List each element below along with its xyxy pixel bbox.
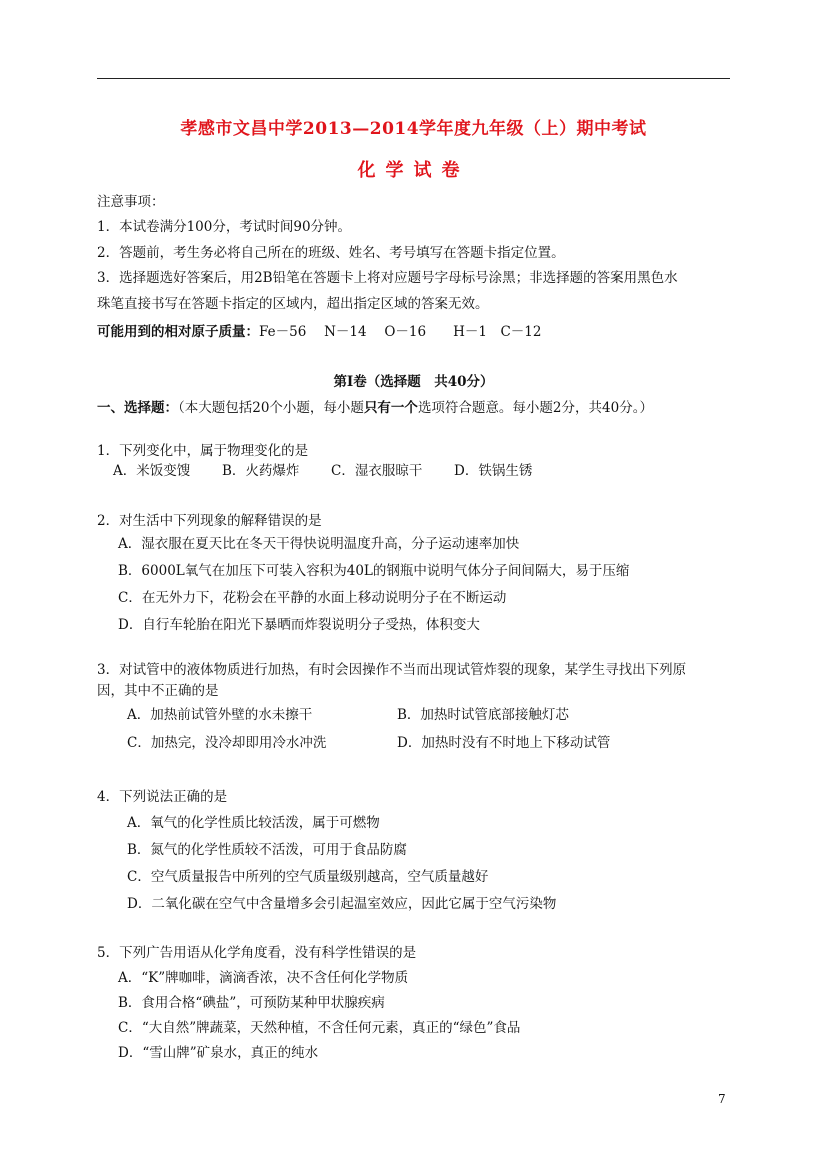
note-item: 2．答题前，考生务必将自己所在的班级、姓名、考号填写在答题卡指定位置。 bbox=[97, 245, 565, 261]
atomic-mass-line bbox=[97, 323, 542, 341]
note-item: 1．本试卷满分100分，考试时间90分钟。 bbox=[97, 219, 352, 235]
question-option: A．米饭变馊 bbox=[113, 463, 191, 479]
atomic-mass-label: 可能用到的相对原子质量： bbox=[97, 324, 259, 340]
question-option: C．在无外力下，花粉会在平静的水面上移动说明分子在不断运动 bbox=[118, 590, 507, 606]
atomic-mass-values: Fe－56 N－14 O－16 H－1 C－12 bbox=[259, 324, 542, 340]
subject-title: 化学试卷 bbox=[357, 160, 470, 181]
question-option: A．氧气的化学性质比较活泼，属于可燃物 bbox=[127, 815, 380, 831]
instruction-text: 选项符合题意。每小题2分，共40分。） bbox=[417, 400, 653, 416]
question-option: B．加热时试管底部接触灯芯 bbox=[397, 707, 569, 723]
header-rule bbox=[97, 78, 730, 79]
question-option: B．食用合格“碘盐”，可预防某种甲状腺疾病 bbox=[118, 995, 385, 1011]
question-option: A．“K”牌咖啡，滴滴香浓，决不含任何化学物质 bbox=[118, 970, 409, 986]
notes-heading: 注意事项： bbox=[97, 194, 165, 210]
question-stem: 4．下列说法正确的是 bbox=[97, 789, 228, 805]
instruction-emphasis: 只有一个 bbox=[363, 400, 418, 416]
question-option: C．加热完，没冷却即用冷水冲洗 bbox=[127, 735, 327, 751]
exam-title: 孝感市文昌中学2013—2014学年度九年级（上）期中考试 bbox=[180, 119, 647, 139]
note-item: 珠笔直接书写在答题卡指定的区域内，超出指定区域的答案无效。 bbox=[97, 296, 489, 312]
question-option: D．加热时没有不时地上下移动试管 bbox=[397, 735, 611, 751]
question-option: B．火药爆炸 bbox=[222, 463, 300, 479]
page-number: 7 bbox=[718, 1092, 726, 1106]
instruction-label: 一、选择题： bbox=[97, 400, 178, 416]
question-option: A．加热前试管外壁的水未擦干 bbox=[127, 707, 313, 723]
question-option: A．湿衣服在夏天比在冬天干得快说明温度升高，分子运动速率加快 bbox=[118, 536, 520, 552]
note-item: 3．选择题选好答案后，用2B铅笔在答题卡上将对应题号字母标号涂黑；非选择题的答案用黑色水 bbox=[97, 270, 678, 286]
section-instruction bbox=[97, 399, 653, 417]
question-option: B．氮气的化学性质较不活泼，可用于食品防腐 bbox=[127, 842, 407, 858]
question-option: C．“大自然”牌蔬菜，天然种植，不含任何元素，真正的“绿色”食品 bbox=[118, 1020, 521, 1036]
question-stem: 2．对生活中下列现象的解释错误的是 bbox=[97, 513, 322, 529]
question-stem: 3．对试管中的液体物质进行加热，有时会因操作不当而出现试管炸裂的现象，某学生寻找出下列原 bbox=[97, 662, 687, 678]
question-option: D．“雪山牌”矿泉水，真正的纯水 bbox=[118, 1045, 319, 1061]
question-option: D．二氧化碳在空气中含量增多会引起温室效应，因此它属于空气污染物 bbox=[127, 896, 557, 912]
question-option: D．铁锅生锈 bbox=[454, 463, 533, 479]
question-stem-continued: 因，其中不正确的是 bbox=[97, 683, 219, 699]
question-stem: 5．下列广告用语从化学角度看，没有科学性错误的是 bbox=[97, 945, 417, 961]
question-option: B．6000L氧气在加压下可装入容积为40L的钢瓶中说明气体分子间间隔大，易于压缩 bbox=[118, 563, 630, 579]
question-stem: 1．下列变化中，属于物理变化的是 bbox=[97, 443, 309, 459]
question-option: C．空气质量报告中所列的空气质量级别越高，空气质量越好 bbox=[127, 869, 489, 885]
section-title: 第Ⅰ卷（选择题 共40分） bbox=[333, 374, 494, 390]
question-option: C．湿衣服晾干 bbox=[331, 463, 423, 479]
instruction-text: （本大题包括20个小题，每小题 bbox=[178, 400, 364, 416]
question-option: D．自行车轮胎在阳光下暴晒而炸裂说明分子受热，体积变大 bbox=[118, 617, 480, 633]
